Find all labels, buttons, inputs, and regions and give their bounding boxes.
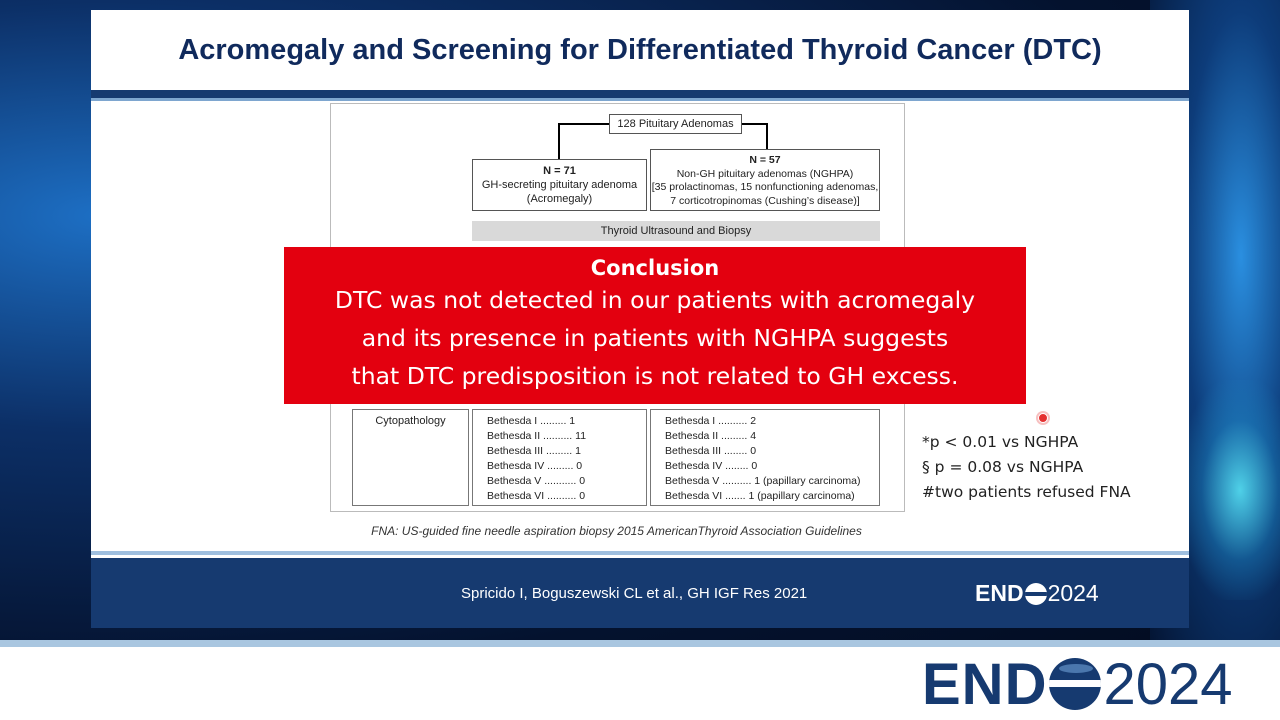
right-results-list (665, 414, 861, 504)
note-item: #two patients refused FNA (922, 483, 1131, 501)
left-results-list (487, 414, 586, 504)
list-item: Bethesda II .......... 11 (487, 430, 587, 442)
right-n: N = 57 (749, 154, 781, 166)
note-item: § p = 0.08 vs NGHPA (922, 458, 1084, 476)
footer-strip-divider (0, 640, 1280, 647)
list-item: Bethesda III ......... 1 (487, 445, 581, 457)
conclusion-line: and its presence in patients with NGHPA suggests (361, 324, 949, 352)
left-label: GH-secreting pituitary adenoma (481, 179, 638, 191)
slide-title: Acromegaly and Screening for Differentiated Thyroid Cancer (DTC) (178, 33, 1102, 66)
title-divider-accent (91, 98, 1189, 101)
right-results-box (650, 409, 880, 506)
list-item: Bethesda VI .......... 0 (487, 490, 586, 502)
logo-end: END (922, 651, 1048, 717)
root-box (609, 114, 742, 134)
globe-icon (1049, 658, 1101, 710)
footer-divider (91, 551, 1189, 555)
list-item: Bethesda IV ......... 0 (487, 460, 583, 472)
list-item: Bethesda II ......... 4 (665, 430, 757, 442)
right-sub2: 7 corticotropinomas (Cushing’s disease)] (670, 194, 860, 207)
list-item: Bethesda V .......... 1 (papillary carcinoma) (665, 475, 861, 487)
endo-logo-small (975, 580, 1099, 607)
left-n: N = 71 (543, 165, 576, 177)
logo-small-end: END (975, 580, 1024, 606)
acromegaly-box (472, 159, 647, 211)
connector-left (558, 123, 560, 159)
laser-pointer-dot (1038, 413, 1048, 423)
footnote: FNA: US-guided fine needle aspiration biopsy 2015 AmericanThyroid Association Guidelines (371, 524, 862, 538)
nghpa-box (650, 149, 880, 211)
title-divider (91, 90, 1189, 98)
list-item: Bethesda I .......... 2 (665, 415, 757, 427)
right-sub1: [35 prolactinomas, 15 nonfunctioning adenomas, (651, 181, 879, 193)
left-results-box (472, 409, 647, 506)
list-item: Bethesda VI ....... 1 (papillary carcinoma) (665, 490, 855, 502)
cytopathology-label: Cytopathology (375, 415, 446, 427)
logo-year: 2024 (1103, 651, 1233, 717)
cytopathology-box (352, 409, 469, 506)
list-item: Bethesda V ........... 0 (487, 475, 586, 487)
list-item: Bethesda I ......... 1 (487, 415, 576, 427)
conclusion-line: that DTC predisposition is not related to GH excess. (351, 362, 959, 390)
connector-right (766, 123, 768, 149)
statistics-notes (922, 430, 1131, 505)
list-item: Bethesda III ........ 0 (665, 445, 757, 457)
citation: Spricido I, Boguszewski CL et al., GH IGF Res 2021 (461, 585, 808, 602)
list-item: Bethesda IV ........ 0 (665, 460, 758, 472)
conclusion-line: DTC was not detected in our patients with acromegaly (334, 286, 976, 314)
logo-small-year: 2024 (1047, 580, 1099, 606)
thyroid-bar: Thyroid Ultrasound and Biopsy (472, 221, 880, 241)
globe-icon (1025, 583, 1047, 605)
conclusion-banner (284, 247, 1026, 404)
background-accent (1180, 380, 1280, 600)
right-label: Non-GH pituitary adenomas (NGHPA) (676, 167, 854, 180)
root-label: 128 Pituitary Adenomas (617, 118, 734, 130)
slide-footer (91, 558, 1189, 628)
note-item: *p < 0.01 vs NGHPA (922, 433, 1079, 451)
endo-logo (922, 651, 1233, 717)
left-sub: (Acromegaly) (526, 193, 593, 205)
conclusion-heading: Conclusion (590, 256, 720, 280)
